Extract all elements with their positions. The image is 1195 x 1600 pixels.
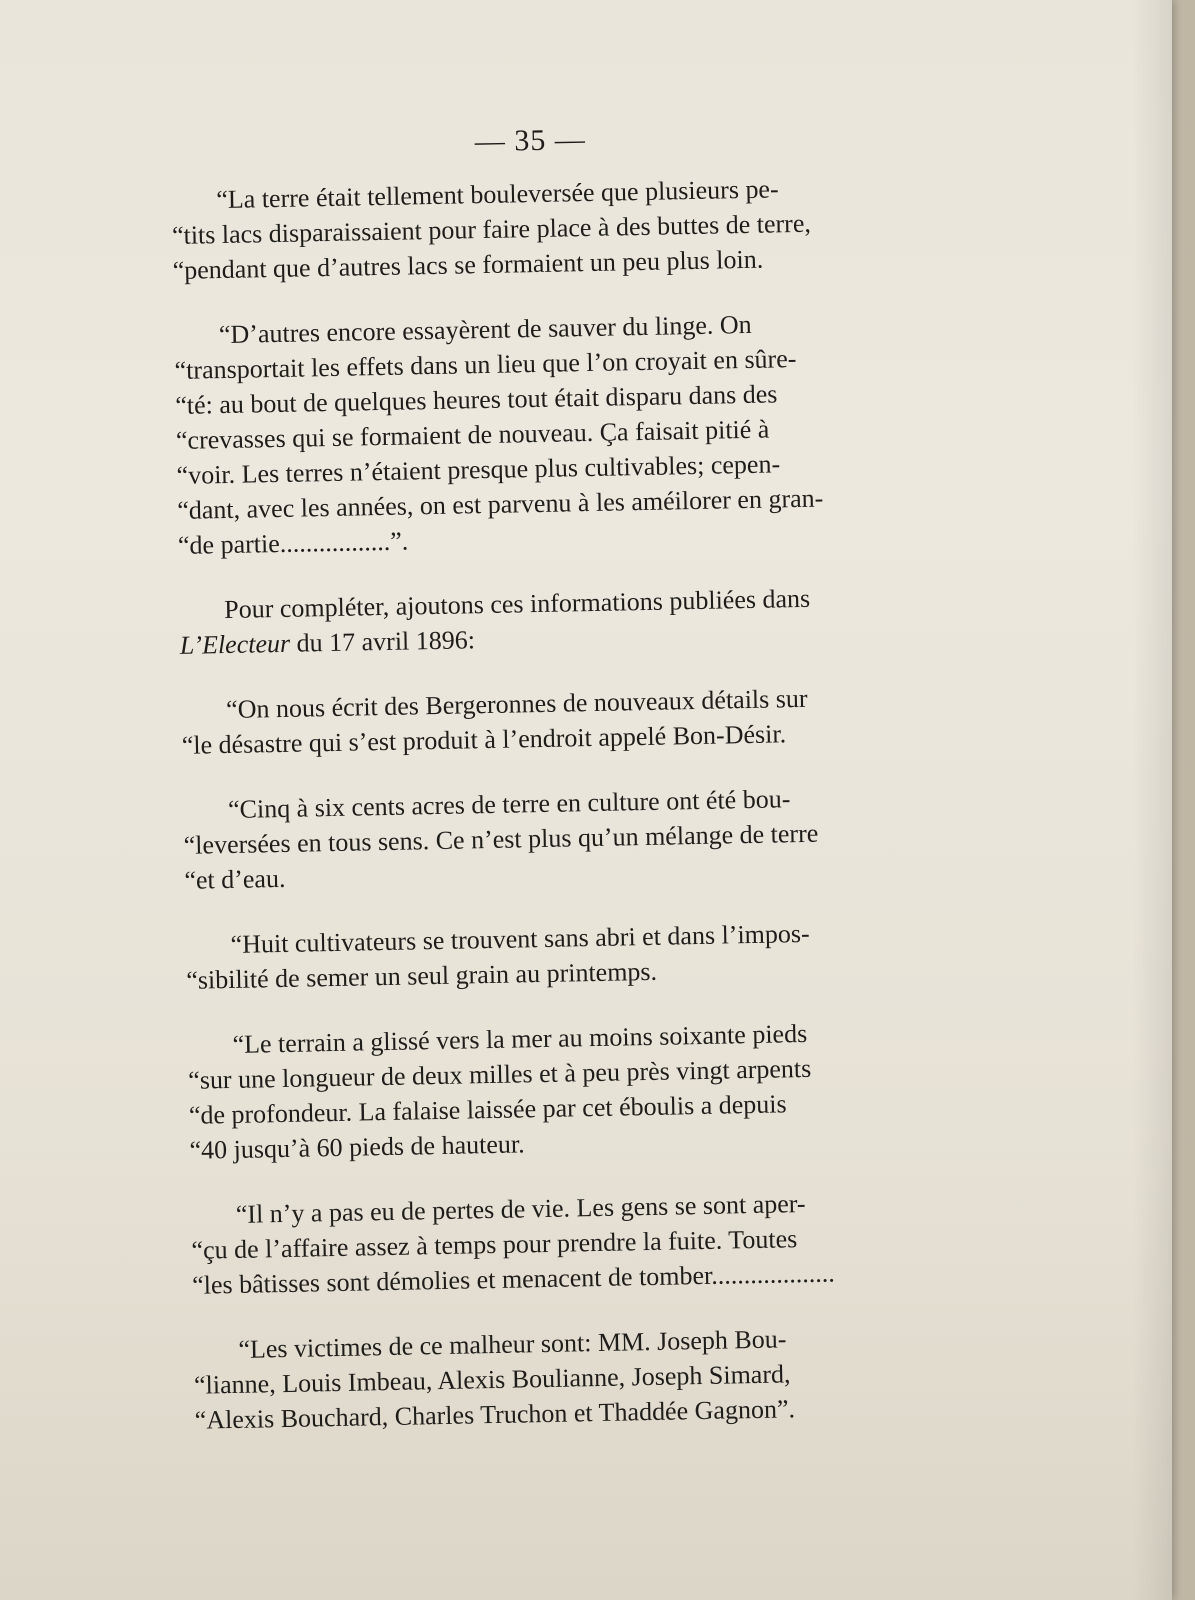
text-line: “Le terrain a glissé vers la mer au moins soixante pieds — [232, 1018, 808, 1059]
text-line: “lianne, Louis Imbeau, Alexis Boulianne, Joseph Simard, — [193, 1359, 791, 1400]
text-line: “té: au bout de quelques heures tout était disparu dans des — [175, 379, 778, 420]
text-line: “le désastre qui s’est produit à l’endroit appelé Bon-Désir. — [181, 719, 787, 760]
page-text — [170, 115, 976, 1468]
text-line: “les bâtisses sont démolies et menacent de tomber................... — [191, 1258, 835, 1300]
text-line: “40 jusqu’à 60 pieds de hauteur. — [189, 1129, 525, 1165]
text-line: “çu de l’affaire assez à temps pour prendre la fuite. Toutes — [191, 1224, 798, 1265]
text-line: “pendant que d’autres lacs se formaient un peu plus loin. — [172, 244, 764, 285]
paragraph-6 — [185, 913, 966, 998]
text-line: “voir. Les terres n’étaient presque plus cultivables; cepen- — [176, 449, 781, 490]
paragraph-8 — [191, 1183, 973, 1303]
newspaper-title: L’Electeur — [179, 628, 291, 660]
text-line: “sur une longueur de deux milles et à peu près vingt arpents — [187, 1053, 812, 1095]
text-line: “tits lacs disparaissaient pour faire place à des buttes de terre, — [171, 208, 812, 250]
paragraph-3 — [179, 578, 960, 663]
paragraph-7 — [187, 1013, 970, 1168]
text-line: “Les victimes de ce malheur sont: MM. Joseph Bou- — [238, 1324, 787, 1364]
text-line: “de profondeur. La falaise laissée par cet éboulis a depuis — [188, 1089, 787, 1130]
text-line: “La terre était tellement bouleversée que plusieurs pe- — [216, 174, 779, 215]
text-line: “et d’eau. — [184, 863, 286, 895]
text-line: Pour compléter, ajoutons ces informations publiées dans — [223, 583, 811, 625]
text-line: “Il n’y a pas eu de pertes de vie. Les gens se sont aper- — [235, 1188, 806, 1229]
text-line: “transportait les effets dans un lieu que l’on croyait en sûre- — [174, 344, 797, 385]
text-line-rest: du 17 avril 1896: — [289, 625, 476, 658]
text-line: “On nous écrit des Bergeronnes de nouveaux détails sur — [225, 683, 808, 725]
text-line: “Cinq à six cents acres de terre en culture ont été bou- — [227, 784, 791, 825]
page-number: — 35 — — [474, 123, 587, 159]
text-line: “sibilité de semer un seul grain au printemps. — [186, 956, 658, 995]
text-line: “crevasses qui se formaient de nouveau. Ça faisait pitié à — [175, 414, 770, 455]
paragraph-2 — [174, 303, 959, 563]
text-line: “dant, avec les années, on est parvenu à les améilorer en gran- — [177, 483, 824, 525]
text-line: “de partie.................”. — [177, 526, 409, 560]
paragraph-4 — [181, 678, 962, 763]
text-line: “D’autres encore essayèrent de sauver du linge. On — [218, 309, 752, 350]
text-line: “Alexis Bouchard, Charles Truchon et Thaddée Gagnon”. — [194, 1394, 796, 1435]
paragraph-5 — [183, 778, 965, 898]
text-line: “Huit cultivateurs se trouvent sans abri et dans l’impos- — [230, 918, 810, 959]
paragraph-9 — [193, 1318, 975, 1438]
text-line: “leversées en tous sens. Ce n’est plus qu’un mélange de terre — [183, 818, 819, 860]
paragraph-1 — [171, 168, 953, 288]
